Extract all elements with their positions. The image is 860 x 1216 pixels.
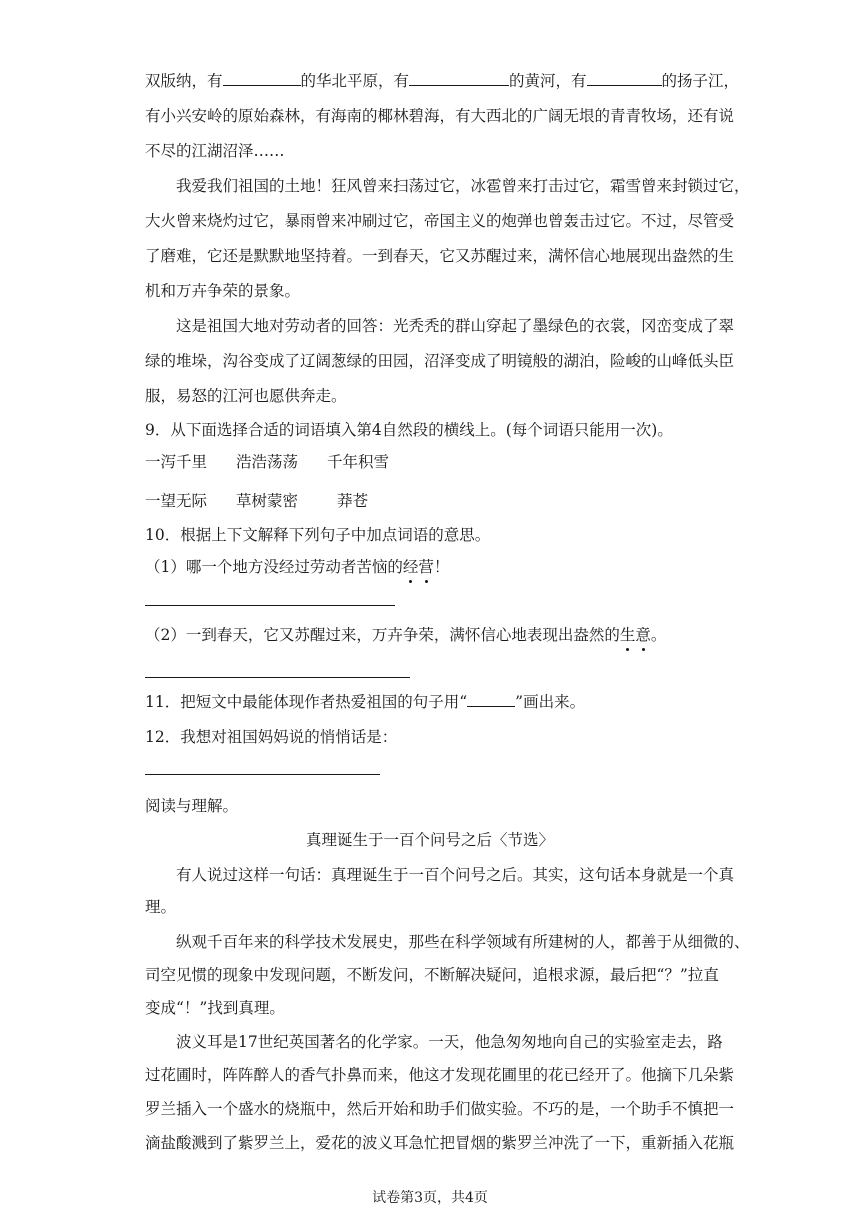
passage-line: 罗兰插入一个盛水的烧瓶中，然后开始和助手们做实验。不巧的是，一个助手不慎把一 xyxy=(145,1100,735,1118)
passage-line: 这是祖国大地对劳动者的回答：光秃秃的群山穿起了墨绿色的衣裳，冈峦变成了翠 xyxy=(176,317,735,335)
question-11 xyxy=(145,692,715,712)
word-option: 浩浩荡荡 xyxy=(236,453,299,471)
passage-line: 了磨难，它还是默默地坚持着。一到春天，它又苏醒过来，满怀信心地展现出盎然的生 xyxy=(145,247,735,265)
word-option: 一泻千里 xyxy=(145,453,208,471)
word-option: 草树蒙密 xyxy=(236,492,299,510)
passage-line: 服，易怒的江河也愿供奔走。 xyxy=(145,387,347,405)
emphasis-dotted-char: 经 xyxy=(402,558,419,576)
word-option: 莽苍 xyxy=(337,492,369,510)
passage-line xyxy=(145,71,740,91)
text-fragment: 。 xyxy=(650,626,667,644)
answer-line-10-1[interactable] xyxy=(145,605,395,606)
passage-line: 波义耳是17世纪英国著名的化学家。一天，他急匆匆地向自己的实验室走去，路 xyxy=(176,1033,723,1051)
passage-line: 纵观千百年来的科学技术发展史，那些在科学领域有所建树的人，都善于从细微的、 xyxy=(176,933,750,951)
question-9: 9．从下面选择合适的词语填入第4自然段的横线上。(每个词语只能用一次)。 xyxy=(145,421,673,439)
question-10: 10．根据上下文解释下列句子中加点词语的意思。 xyxy=(145,526,491,544)
passage-line: 变成“！”找到真理。 xyxy=(145,999,285,1017)
fill-blank-1[interactable] xyxy=(223,71,301,86)
text-fragment: 的华北平原，有 xyxy=(300,72,410,90)
word-options-row-2 xyxy=(145,491,715,511)
text-fragment: 的黄河，有 xyxy=(509,72,587,90)
passage-line: 滴盐酸溅到了紫罗兰上，爱花的波义耳急忙把冒烟的紫罗兰冲洗了一下，重新插入花瓶 xyxy=(145,1134,735,1152)
answer-line-10-2[interactable] xyxy=(145,677,410,678)
passage-line: 理。 xyxy=(145,898,177,916)
passage-line: 绿的堆垛，沟谷变成了辽阔葱绿的田园，沼泽变成了明镜般的湖泊，险峻的山峰低头臣 xyxy=(145,352,735,370)
passage-line: 不尽的江湖沼泽…… xyxy=(145,142,285,160)
emphasis-dotted-char: 生 xyxy=(619,626,636,644)
fill-blank-2[interactable] xyxy=(409,71,509,86)
word-option: 千年积雪 xyxy=(327,453,390,471)
text-fragment: （2）一到春天，它又苏醒过来，万卉争荣，满怀信心地表现出盎然的 xyxy=(145,626,620,644)
text-fragment: 的扬子江， xyxy=(661,72,740,90)
word-options-row-1 xyxy=(145,452,715,472)
passage-line: 机和万卉争荣的景象。 xyxy=(145,282,301,300)
emphasis-dotted-char: 营 xyxy=(418,558,434,576)
emphasis-dotted-char: 意 xyxy=(635,626,651,644)
question-10-1 xyxy=(145,557,715,577)
passage-line: 有小兴安岭的原始森林，有海南的椰林碧海，有大西北的广阔无垠的青青牧场，还有说 xyxy=(145,107,735,125)
passage-line: 大火曾来烧灼过它，暴雨曾来冲刷过它，帝国主义的炮弹也曾轰击过它。不过，尽管受 xyxy=(145,212,735,230)
text-fragment: ”画出来。 xyxy=(515,693,586,711)
passage-title: 真理诞生于一百个问号之后〈节选〉 xyxy=(305,831,554,849)
passage-line: 我爱我们祖国的土地！狂风曾来扫荡过它，冰雹曾来打击过它，霜雪曾来封锁过它， xyxy=(176,177,750,195)
page-footer: 试卷第3页，共4页 xyxy=(372,1190,488,1206)
text-fragment: 11．把短文中最能体现作者热爱祖国的句子用“ xyxy=(145,693,468,711)
word-option: 一望无际 xyxy=(145,492,208,510)
passage-line: 有人说过这样一句话：真理诞生于一百个问号之后。其实，这句话本身就是一个真 xyxy=(176,866,735,884)
section-heading: 阅读与理解。 xyxy=(145,797,239,815)
fill-blank-3[interactable] xyxy=(587,71,662,86)
question-10-2 xyxy=(145,625,715,645)
underline-sample xyxy=(467,692,515,707)
passage-line: 司空见惯的现象中发现问题，不断发问，不断解决疑问，追根求源，最后把“？”拉直 xyxy=(145,966,719,984)
answer-line-12[interactable] xyxy=(145,774,380,775)
passage-line: 过花圃时，阵阵醉人的香气扑鼻而来，他这才发现花圃里的花已经开了。他摘下几朵紫 xyxy=(145,1066,735,1084)
question-12: 12．我想对祖国妈妈说的悄悄话是： xyxy=(145,728,398,746)
text-fragment: 双版纳，有 xyxy=(145,72,223,90)
text-fragment: ！ xyxy=(433,558,450,576)
text-fragment: （1）哪一个地方没经过劳动者苦恼的 xyxy=(145,558,403,576)
